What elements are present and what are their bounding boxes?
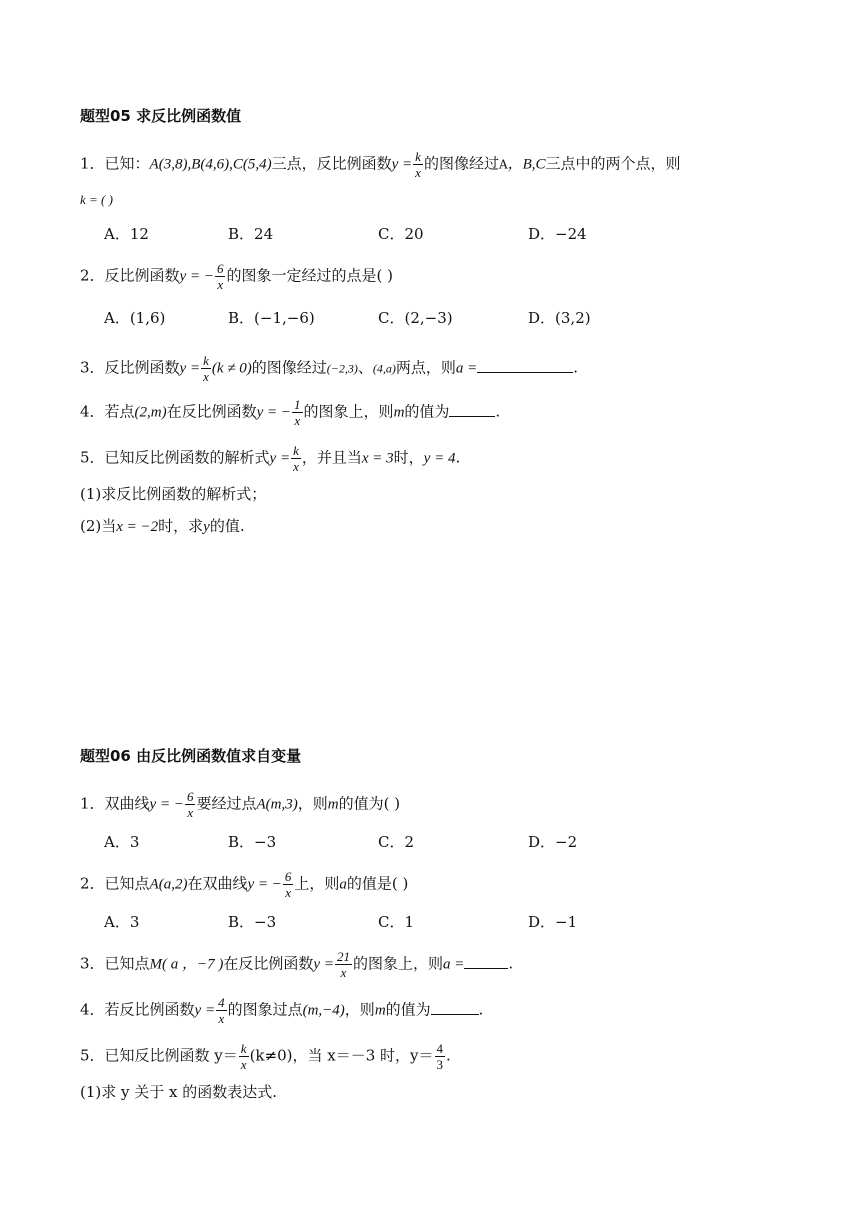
- s2-q2-option-b: B．−3: [228, 913, 277, 931]
- s1-q5-sub1: (1)求反比例函数的解析式；: [80, 485, 267, 503]
- s1-q1-option-a: A．12: [104, 225, 149, 243]
- s2-q2-option-c: C．1: [378, 913, 415, 931]
- s2-question-2: 2．已知点A(a,2)在双曲线y = − $\frac{6}{x}$ 上，则a的值是( ): [80, 869, 409, 900]
- s1-q2-option-a: A．(1,6): [104, 309, 166, 327]
- s1-question-4: 4．若点(2,m)在反比例函数y = − $\frac{1}{x}$ 的图象上，则m的值为 .: [80, 397, 501, 428]
- answer-blank[interactable]: [477, 358, 573, 373]
- answer-blank[interactable]: [431, 1000, 479, 1015]
- fraction: $\frac{k}{x}$: [415, 149, 421, 180]
- s1-q5-sub2: (2)当x = −2时，求y的值.: [80, 517, 245, 535]
- fraction: $\frac{21}{x}$: [336, 949, 350, 980]
- section-heading-05: 题型05 求反比例函数值: [80, 107, 242, 125]
- fraction: $\frac{k}{x}$: [293, 443, 299, 474]
- s2-question-4: 4．若反比例函数y = $\frac{4}{x}$ 的图象过点(m,−4)，则m的值为 .: [80, 995, 484, 1026]
- fraction: $\frac{4}{3}$: [436, 1041, 443, 1072]
- section-heading-06: 题型06 由反比例函数值求自变量: [80, 747, 302, 765]
- s2-q5-sub1: (1)求 y 关于 x 的函数表达式.: [80, 1083, 278, 1101]
- s1-question-1-line1: 1．已知：A(3,8),B(4,6),C(5,4)三点，反比例函数y = $\frac{k}{x}$ 的图像经过A，B,C三点中的两个点，则: [80, 149, 681, 180]
- s2-q2-option-a: A．3: [104, 913, 140, 931]
- s2-question-3: 3．已知点M( a ，−7 )在反比例函数y = $\frac{21}{x}$ 的图象上，则a = .: [80, 949, 514, 980]
- fraction: $\frac{k}{x}$: [203, 353, 209, 384]
- fraction: $\frac{1}{x}$: [294, 397, 301, 428]
- fraction: $\frac{6}{x}$: [186, 789, 194, 820]
- s1-q2-option-c: C．(2,−3): [378, 309, 453, 327]
- fraction: $\frac{4}{x}$: [218, 995, 225, 1026]
- fraction: $\frac{6}{x}$: [216, 261, 224, 292]
- s1-q1-option-b: B．24: [228, 225, 274, 243]
- s2-q1-option-a: A．3: [104, 833, 140, 851]
- s2-question-1: 1．双曲线y = − $\frac{6}{x}$ 要经过点A(m,3)，则m的值为( ): [80, 789, 401, 820]
- s1-question-5: 5．已知反比例函数的解析式y = $\frac{k}{x}$ ，并且当x = 3时，y = 4.: [80, 443, 461, 474]
- answer-blank[interactable]: [464, 954, 508, 969]
- s1-q2-option-b: B．(−1,−6): [228, 309, 315, 327]
- s1-question-3: 3．反比例函数y = $\frac{k}{x}$ (k ≠ 0)的图像经过(−2,3)、(4,a)两点，则a = .: [80, 353, 579, 384]
- s1-question-1-line2: k = ( ): [80, 192, 113, 207]
- s2-q1-option-d: D．−2: [528, 833, 578, 851]
- s2-question-5: 5．已知反比例函数 y＝ $\frac{k}{x}$ (k≠0)，当 x＝－3 时，y＝ $\frac{4}{3}$ .: [80, 1041, 451, 1072]
- s1-q2-option-d: D．(3,2): [528, 309, 591, 327]
- s2-q2-option-d: D．−1: [528, 913, 578, 931]
- s2-q1-option-c: C．2: [378, 833, 415, 851]
- s1-question-2: 2．反比例函数y = − $\frac{6}{x}$ 的图象一定经过的点是( ): [80, 261, 393, 292]
- answer-blank[interactable]: [449, 402, 495, 417]
- s1-q1-option-c: C．20: [378, 225, 424, 243]
- fraction: $\frac{k}{x}$: [240, 1041, 247, 1072]
- s2-q1-option-b: B．−3: [228, 833, 277, 851]
- s1-q1-option-d: D．−24: [528, 225, 587, 243]
- fraction: $\frac{6}{x}$: [284, 869, 292, 900]
